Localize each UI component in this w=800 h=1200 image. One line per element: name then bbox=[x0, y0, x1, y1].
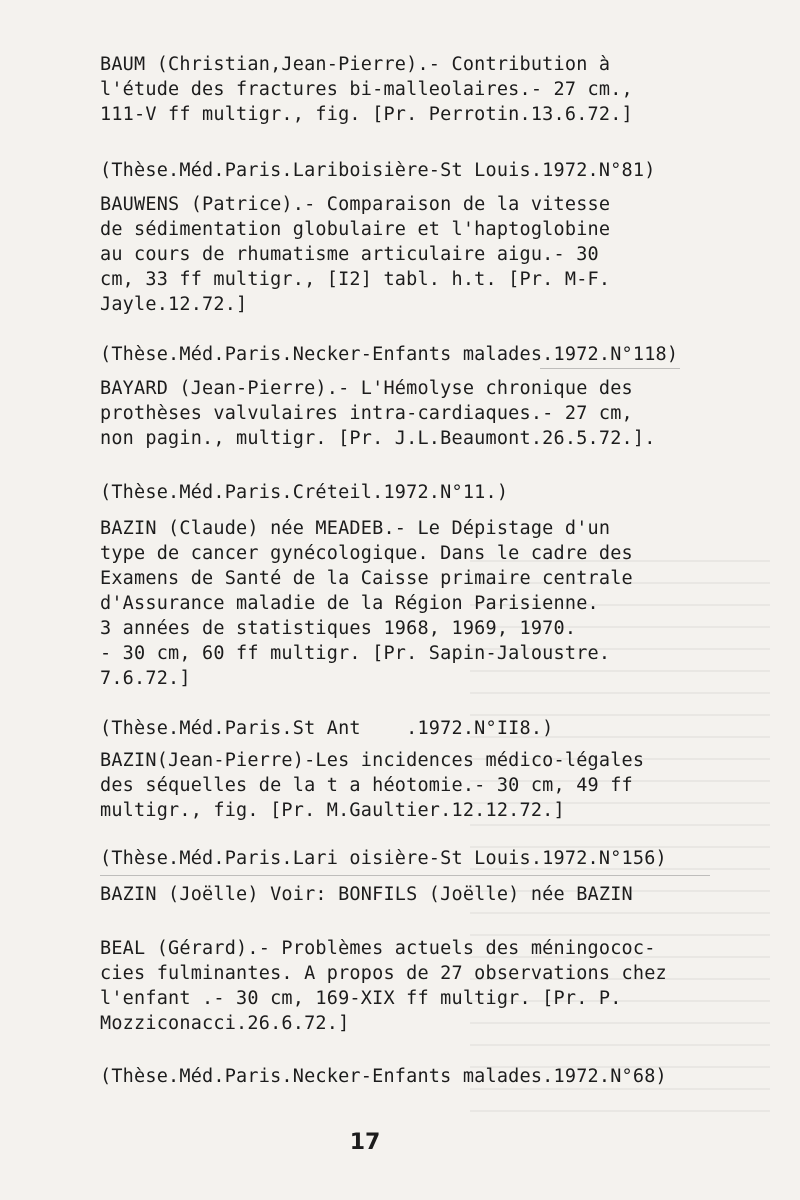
entry-line: 111-V ff multigr., fig. [Pr. Perrotin.13.6.72.] bbox=[100, 104, 633, 125]
bibliography-entry bbox=[100, 376, 710, 451]
entry-line: BAZIN (Claude) née MEADEB.- Le Dépistage d'un bbox=[100, 518, 611, 539]
thesis-reference: (Thèse.Méd.Paris.Lari oisière-St Louis.1972.N°156) bbox=[100, 848, 667, 869]
entry-line: BEAL (Gérard).- Problèmes actuels des méningococ- bbox=[100, 938, 656, 959]
entry-line: BAUM (Christian,Jean-Pierre).- Contribution à bbox=[100, 54, 611, 75]
entry-line: d'Assurance maladie de la Région Parisienne. bbox=[100, 593, 599, 614]
entry-line: de sédimentation globulaire et l'haptoglobine bbox=[100, 219, 611, 240]
entry-line: cm, 33 ff multigr., [I2] tabl. h.t. [Pr. M-F. bbox=[100, 269, 611, 290]
thesis-reference: (Thèse.Méd.Paris.Necker-Enfants malades.1972.N°68) bbox=[100, 1066, 667, 1087]
entry-line: BAZIN(Jean-Pierre)-Les incidences médico-légales bbox=[100, 750, 645, 771]
thesis-reference: (Thèse.Méd.Paris.Lariboisière-St Louis.1972.N°81) bbox=[100, 160, 656, 181]
page-number: 17 bbox=[349, 1130, 381, 1155]
entry-line: type de cancer gynécologique. Dans le cadre des bbox=[100, 543, 633, 564]
bibliography-entry bbox=[100, 748, 710, 823]
entry-line: 7.6.72.] bbox=[100, 668, 191, 689]
entry-line: au cours de rhumatisme articulaire aigu.- 30 bbox=[100, 244, 599, 265]
bibliography-entry bbox=[100, 516, 710, 691]
bibliography-entry bbox=[100, 192, 710, 317]
thesis-reference: (Thèse.Méd.Paris.St Ant .1972.N°II8.) bbox=[100, 718, 554, 739]
entry-line: BAUWENS (Patrice).- Comparaison de la vitesse bbox=[100, 194, 611, 215]
thesis-reference: (Thèse.Méd.Paris.Créteil.1972.N°11.) bbox=[100, 482, 509, 503]
bibliography-entry bbox=[100, 882, 710, 907]
entry-line: Examens de Santé de la Caisse primaire centrale bbox=[100, 568, 633, 589]
entry-line: non pagin., multigr. [Pr. J.L.Beaumont.26.5.72.]. bbox=[100, 428, 656, 449]
divider bbox=[100, 875, 710, 876]
entry-line: - 30 cm, 60 ff multigr. [Pr. Sapin-Jaloustre. bbox=[100, 643, 611, 664]
entry-line: prothèses valvulaires intra-cardiaques.- 27 cm, bbox=[100, 403, 633, 424]
entry-line: cies fulminantes. A propos de 27 observations chez bbox=[100, 963, 667, 984]
entry-line: des séquelles de la t a héotomie.- 30 cm, 49 ff bbox=[100, 775, 633, 796]
bibliography-entry bbox=[100, 52, 710, 127]
bibliography-entry bbox=[100, 936, 710, 1036]
entry-line: Jayle.12.72.] bbox=[100, 294, 248, 315]
entry-line: l'enfant .- 30 cm, 169-XIX ff multigr. [Pr. P. bbox=[100, 988, 622, 1009]
thesis-reference: (Thèse.Méd.Paris.Necker-Enfants malades.1972.N°118) bbox=[100, 344, 679, 365]
entry-line: BAZIN (Joëlle) Voir: BONFILS (Joëlle) née BAZIN bbox=[100, 884, 633, 905]
entry-line: multigr., fig. [Pr. M.Gaultier.12.12.72.] bbox=[100, 800, 565, 821]
entry-line: 3 années de statistiques 1968, 1969, 1970. bbox=[100, 618, 577, 639]
entry-line: l'étude des fractures bi-malleolaires.- 27 cm., bbox=[100, 79, 633, 100]
divider bbox=[540, 368, 680, 369]
entry-line: Mozziconacci.26.6.72.] bbox=[100, 1013, 350, 1034]
entry-line: BAYARD (Jean-Pierre).- L'Hémolyse chronique des bbox=[100, 378, 633, 399]
